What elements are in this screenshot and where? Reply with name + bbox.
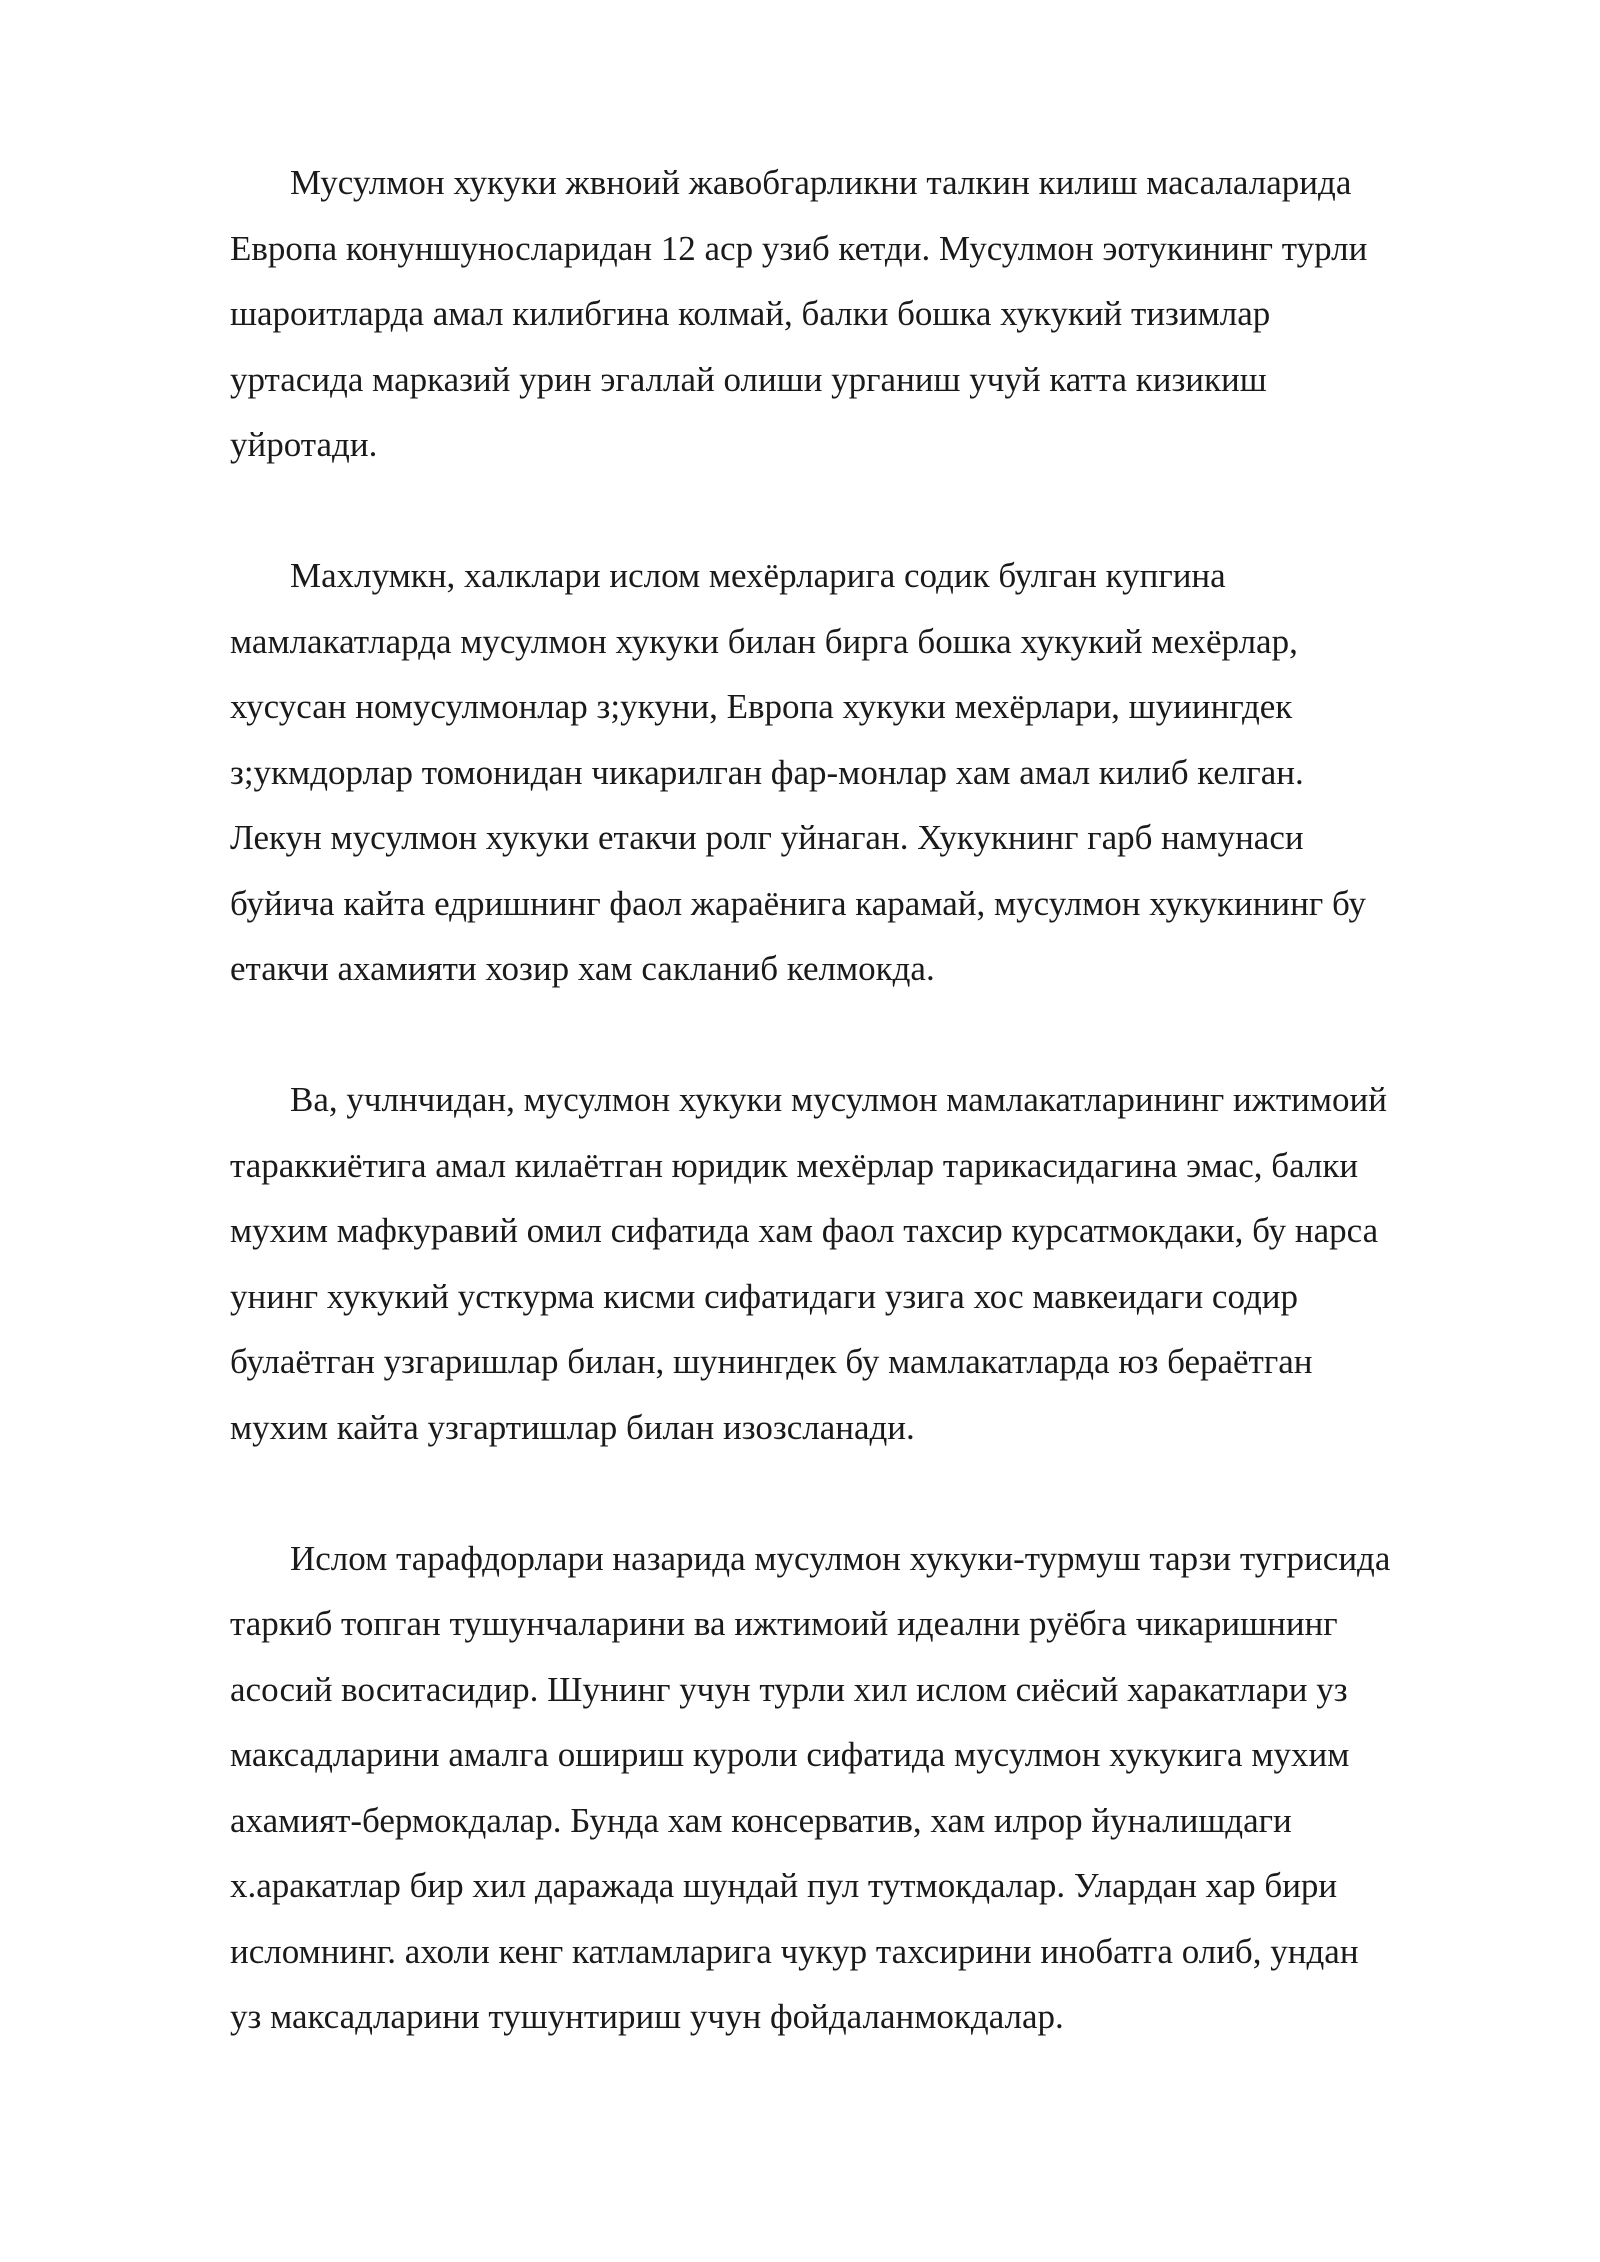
paragraph-2 bbox=[230, 543, 1500, 1002]
paragraph-line: Ислом тарафдорлари назарида мусулмон хукуки-турмуш тарзи тугрисида bbox=[290, 1538, 1391, 1578]
paragraph-4 bbox=[230, 1526, 1500, 2050]
paragraph-line: исломнинг. ахоли кенг катламларига чукур тахсирини инобатга олиб, ундан bbox=[230, 1931, 1359, 1971]
paragraph-line: унинг хукукий усткурма кисми сифатидаги узига хос мавкеидаги содир bbox=[230, 1276, 1298, 1316]
paragraph-line: Европа конуншуносларидан 12 аср узиб кетди. Мусулмон эотукининг турли bbox=[230, 228, 1368, 268]
paragraph-line: Лекун мусулмон хукуки етакчи ролг уйнаган. Хукукнинг гарб намунаси bbox=[230, 818, 1304, 857]
paragraph-line: таркиб топган тушунчаларини ва ижтимоий идеални руёбга чикаришнинг bbox=[230, 1604, 1338, 1643]
paragraph-line: булаётган узгаришлар билан, шунингдек бу мамлакатларда юз бераётган bbox=[230, 1342, 1313, 1381]
paragraph-line: максадларини амалга ошириш куроли сифатида мусулмон хукукига мухим bbox=[230, 1735, 1350, 1774]
paragraph-3 bbox=[230, 1067, 1500, 1460]
paragraph-line: Ва, учлнчидан, мусулмон хукуки мусулмон мамлакатларининг ижтимоий bbox=[290, 1080, 1387, 1119]
paragraph-line: хусусан номусулмонлар з;укуни, Европа хукуки мехёрлари, шуиингдек bbox=[230, 687, 1293, 726]
paragraph-line: етакчи ахамияти хозир хам сакланиб келмокда. bbox=[230, 949, 935, 988]
paragraph-line: Мусулмон хукуки жвноий жавобгарликни талкин килиш масалаларида bbox=[290, 163, 1352, 202]
paragraph-1 bbox=[230, 150, 1500, 478]
paragraph-line: уйротади. bbox=[230, 425, 378, 464]
paragraph-line: х.аракатлар бир хил даражада шундай пул тутмокдалар. Улардан хар бири bbox=[230, 1866, 1338, 1905]
paragraph-line: мамлакатларда мусулмон хукуки билан бирга бошка хукукий мехёрлар, bbox=[230, 621, 1298, 661]
paragraph-line: шароитларда амал килибгина колмай, балки бошка хукукий тизимлар bbox=[230, 294, 1271, 333]
paragraph-line: мухим мафкуравий омил сифатида хам фаол тахсир курсатмокдаки, бу нарса bbox=[230, 1211, 1379, 1250]
paragraph-line: асосий воситасидир. Шунинг учун турли хил ислом сиёсий харакатлари уз bbox=[230, 1669, 1348, 1709]
document-body bbox=[230, 150, 1500, 2115]
paragraph-line: Махлумкн, халклари ислом мехёрларига содик булган купгина bbox=[290, 556, 1226, 595]
paragraph-line: уртасида марказий урин эгаллай олиши урганиш учуй катта кизикиш bbox=[230, 359, 1267, 399]
paragraph-line: ахамият-бермокдалар. Бунда хам консерватив, хам илрор йуналишдаги bbox=[230, 1800, 1292, 1840]
paragraph-line: тараккиётига амал килаётган юридик мехёрлар тарикасидагина эмас, балки bbox=[230, 1145, 1359, 1185]
paragraph-line: мухим кайта узгартишлар билан изозсланади. bbox=[230, 1407, 915, 1447]
paragraph-line: з;укмдорлар томонидан чикарилган фар-монлар хам амал килиб келган. bbox=[230, 752, 1304, 792]
paragraph-line: буйича кайта едришнинг фаол жараёнига карамай, мусулмон хукукининг бу bbox=[230, 883, 1366, 923]
paragraph-line: уз максадларини тушунтириш учун фойдаланмокдалар. bbox=[230, 1997, 1064, 2036]
